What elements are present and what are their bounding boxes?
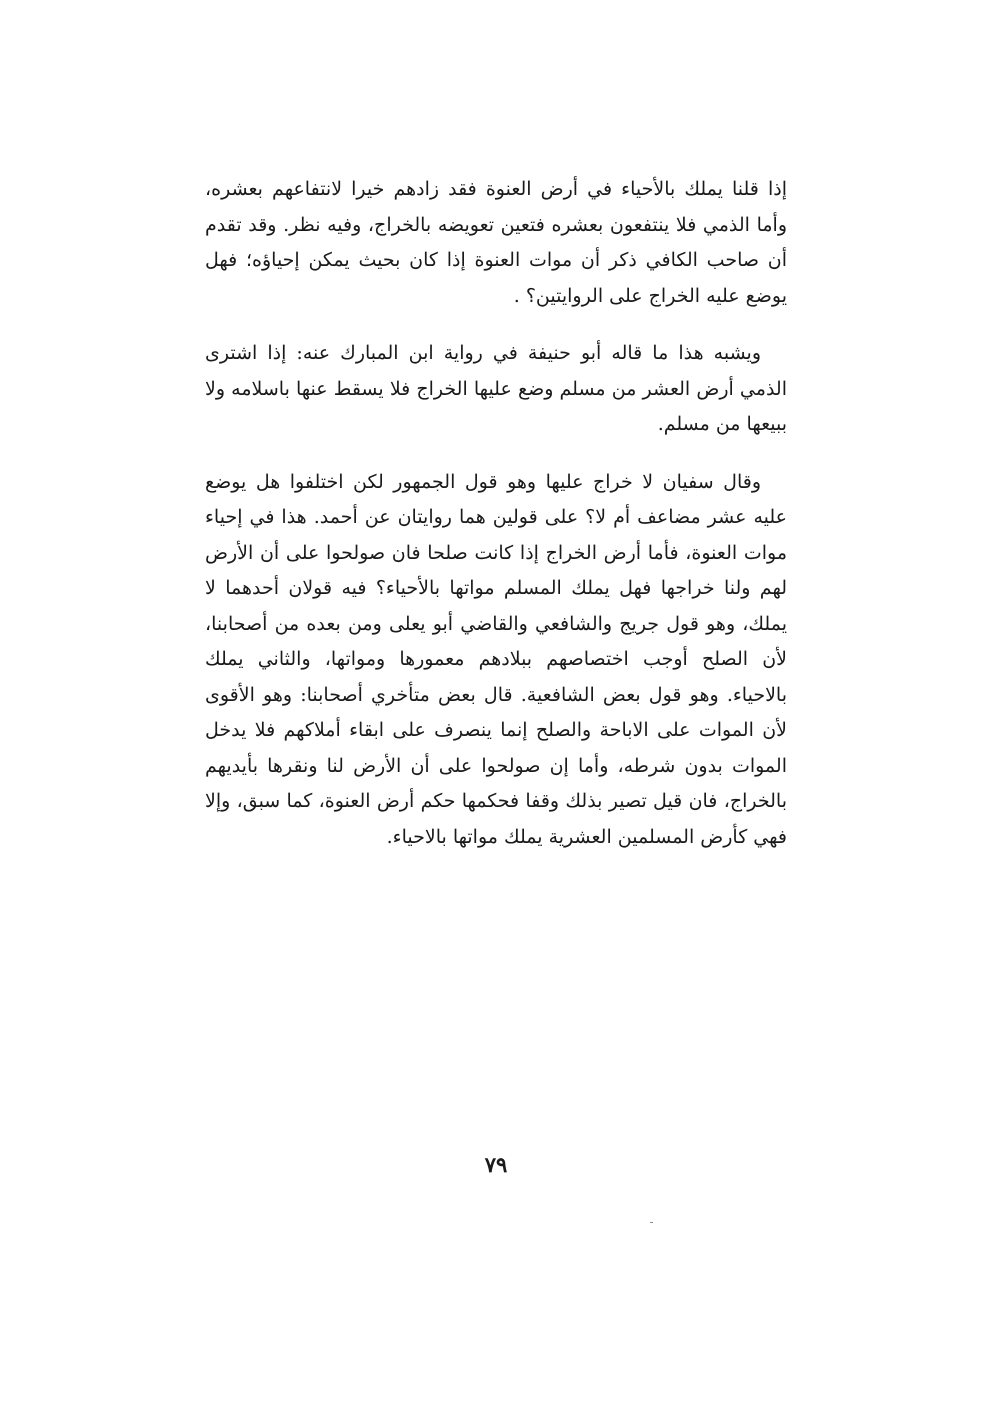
paragraph: ويشبه هذا ما قاله أبو حنيفة في رواية ابن المبارك عنه: إذا اشترى الذمي أرض العشر من مسلم وضع عليها الخراج فلا يسقط عنها باسلامه ولا ببيعها من مسلم.: [205, 342, 787, 435]
paragraph: وقال سفيان لا خراج عليها وهو قول الجمهور لكن اختلفوا هل يوضع عليه عشر مضاعف أم لا؟ على قولين هما روايتان عن أحمد. هذا في إحياء موات العنوة، فأما أرض الخراج إذا كانت صلحا فان صولحوا على أن الأرض لهم ولنا خراجها فهل يملك المسلم مواتها بالأحياء؟ فيه قولان أحدهما لا يملك، وهو قول جريج والشافعي والقاضي أبو يعلى ومن بعده من أصحابنا، لأن الصلح أوجب اختصاصهم ببلادهم معمورها ومواتها، والثاني يملك بالاحياء. وهو قول بعض الشافعية. قال بعض متأخري أصحابنا: وهو الأقوى لأن الموات على الاباحة والصلح إنما ينصرف على ابقاء أملاكهم فلا يدخل الموات بدون شرطه، وأما إن صولحوا على أن الأرض لنا ونقرها بأيديهم بالخراج، فان قيل تصير بذلك وقفا فحكمها حكم أرض العنوة، كما سبق، وإلا فهي كأرض المسلمين العشرية يملك مواتها بالاحياء.: [205, 470, 787, 848]
scan-speck: [650, 1222, 653, 1223]
paragraph: إذا قلنا يملك بالأحياء في أرض العنوة فقد زادهم خيرا لانتفاعهم بعشره، وأما الذمي فلا ينتفعون بعشره فتعين تعويضه بالخراج، وفيه نظر. وقد تقدم أن صاحب الكافي ذكر أن موات العنوة إذا كان بحيث يمكن إحياؤه؛ فهل يوضع عليه الخراج على الروايتين؟ .: [205, 178, 787, 307]
page-number: ٧٩: [484, 1152, 508, 1177]
page-body: [205, 172, 787, 855]
